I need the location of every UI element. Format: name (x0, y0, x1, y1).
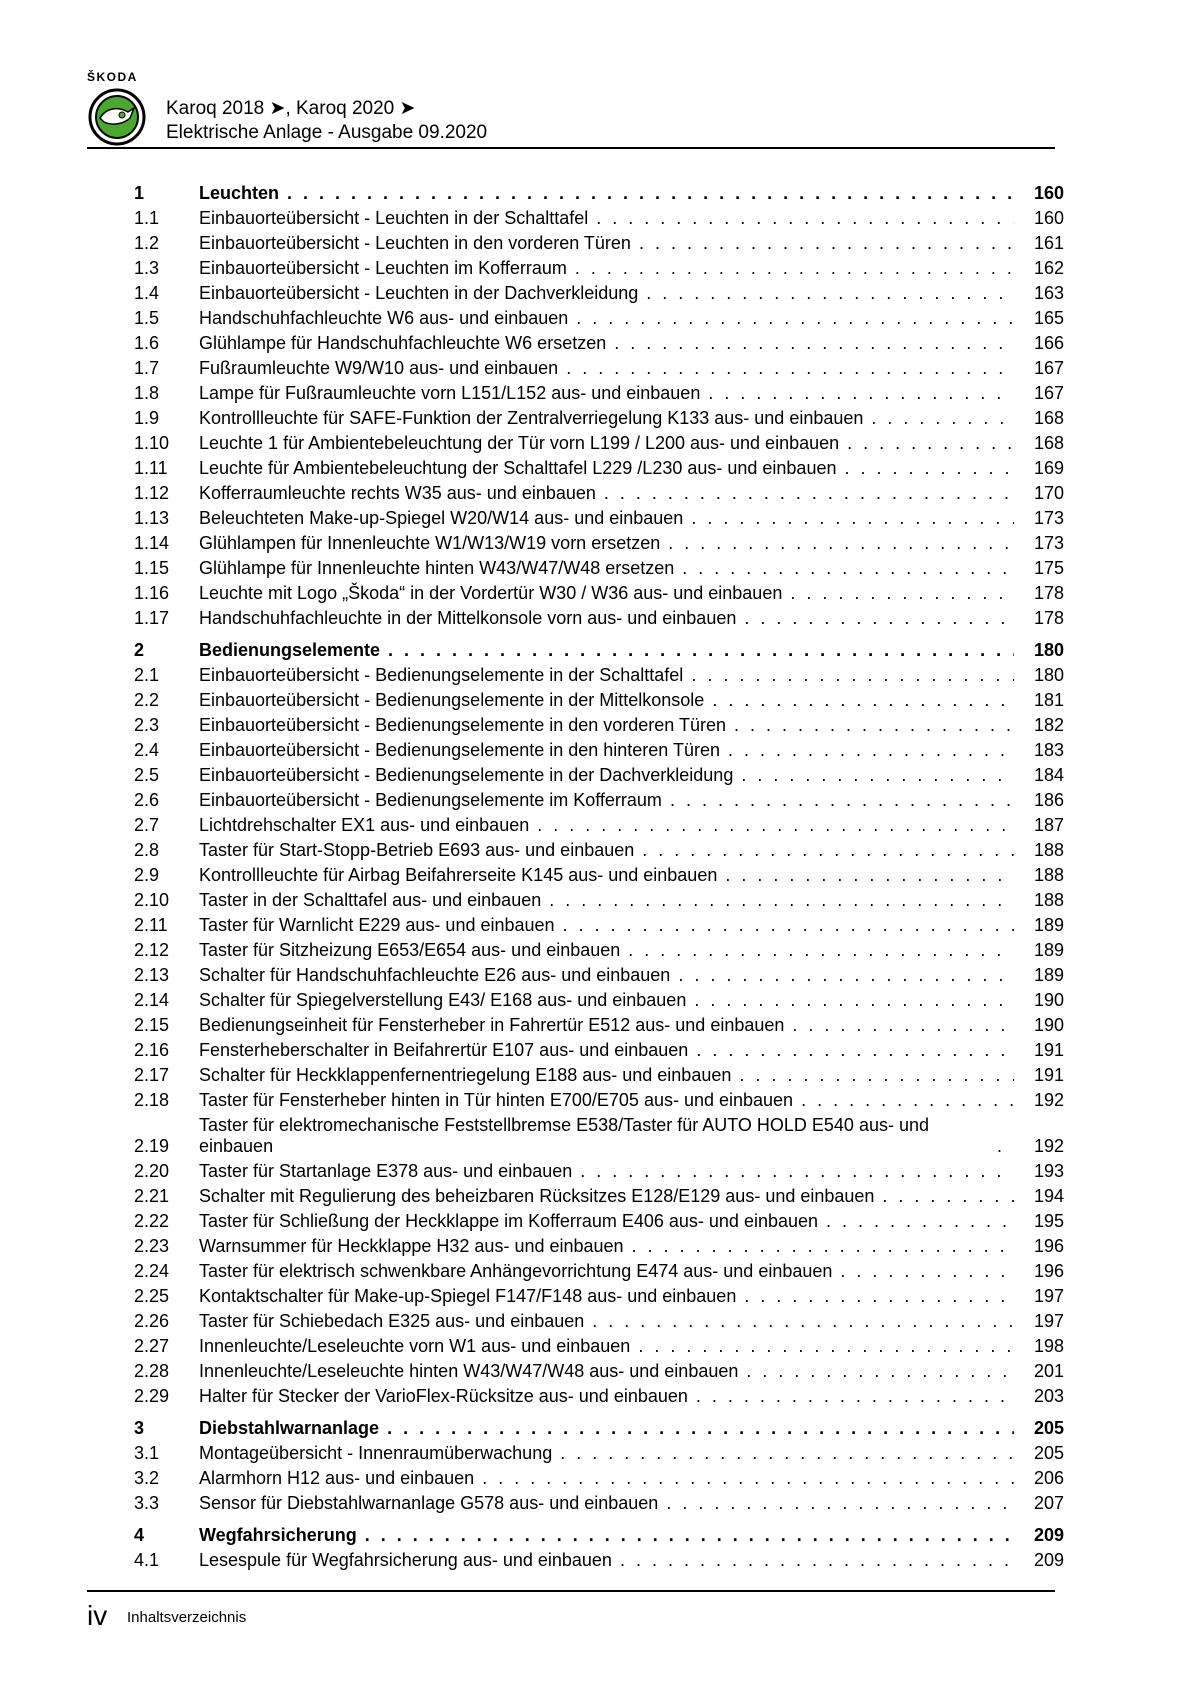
document-title: Karoq 2018 ➤, Karoq 2020 ➤ (166, 98, 416, 119)
toc-entry-title: Einbauorteübersicht - Leuchten in der Dachverkleidung (199, 283, 639, 303)
toc-entry-page: 205 (1033, 1443, 1064, 1463)
toc-entry-number: 1.17 (134, 608, 170, 628)
toc-entry-page: 180 (1033, 665, 1064, 685)
toc-leader-dots (628, 940, 1014, 961)
toc-leader-dots (387, 1418, 1014, 1439)
toc-entry-number: 2.5 (134, 765, 160, 785)
toc-leader-dots (576, 308, 1014, 329)
toc-leader-dots (537, 815, 1014, 836)
toc-entry-number: 2.2 (134, 690, 160, 710)
toc-entry-number: 4 (134, 1525, 145, 1545)
toc-entry-title: Lesespule für Wegfahrsicherung aus- und einbauen (199, 1550, 612, 1570)
toc-entry-title: Diebstahlwarnanlage (199, 1418, 380, 1438)
skoda-logo-icon (88, 88, 146, 146)
toc-entry[interactable] (134, 961, 1064, 986)
toc-entry-page: 187 (1033, 815, 1064, 835)
toc-entry[interactable] (134, 1332, 1064, 1357)
toc-entry[interactable] (134, 1086, 1064, 1111)
toc-entry-number: 2.3 (134, 715, 160, 735)
footer-page-number: iv (87, 1600, 108, 1631)
toc-entry-number: 3.3 (134, 1493, 160, 1513)
toc-entry-title: Leuchten (199, 183, 280, 203)
toc-leader-dots (696, 1040, 1014, 1061)
toc-leader-dots (388, 640, 1014, 661)
toc-entry-number: 2.28 (134, 1361, 170, 1381)
toc-entry-page: 205 (1033, 1418, 1064, 1438)
toc-entry-title: Taster für elektromechanische Feststellbremse E538/Taster für AUTO HOLD E540 aus- und einbauen (199, 1115, 929, 1156)
toc-entry-page: 206 (1033, 1468, 1064, 1488)
toc-entry[interactable] (134, 379, 1064, 404)
toc-entry-page: 167 (1033, 358, 1064, 378)
toc-entry[interactable] (134, 861, 1064, 886)
toc-leader-dots (871, 408, 1014, 429)
toc-entry-title: Fußraumleuchte W9/W10 aus- und einbauen (199, 358, 559, 378)
toc-entry[interactable] (134, 986, 1064, 1011)
toc-entry-title: Taster für Schließung der Heckklappe im Kofferraum E406 aus- und einbauen (199, 1211, 819, 1231)
toc-entry-title: Handschuhfachleuchte W6 aus- und einbauen (199, 308, 569, 328)
toc-entry-number: 1.5 (134, 308, 160, 328)
toc-entry-title: Leuchte 1 für Ambientebeleuchtung der Tür vorn L199 / L200 aus- und einbauen (199, 433, 840, 453)
toc-leader-dots (844, 458, 1014, 479)
toc-entry-number: 1.3 (134, 258, 160, 278)
footer-rule (87, 1590, 1055, 1592)
toc-entry-page: 178 (1033, 583, 1064, 603)
toc-entry-title: Einbauorteübersicht - Bedienungselemente in den hinteren Türen (199, 740, 721, 760)
toc-entry-title: Taster für elektrisch schwenkbare Anhängevorrichtung E474 aus- und einbauen (199, 1261, 833, 1281)
toc-entry-title: Taster in der Schalttafel aus- und einbauen (199, 890, 542, 910)
toc-entry-page: 188 (1033, 890, 1064, 910)
toc-entry-title: Schalter für Handschuhfachleuchte E26 aus- und einbauen (199, 965, 671, 985)
toc-entry[interactable] (134, 1061, 1064, 1086)
toc-leader-dots (694, 990, 1014, 1011)
toc-entry[interactable] (134, 229, 1064, 254)
toc-entry[interactable] (134, 429, 1064, 454)
toc-entry-page: 197 (1033, 1311, 1064, 1331)
toc-entry[interactable] (134, 604, 1064, 629)
toc-entry[interactable] (134, 279, 1064, 304)
toc-entry-number: 2.1 (134, 665, 160, 685)
toc-entry-number: 1.7 (134, 358, 160, 378)
toc-entry-number: 3.1 (134, 1443, 160, 1463)
toc-entry-number: 2.15 (134, 1015, 170, 1035)
toc-entry[interactable] (134, 579, 1064, 604)
toc-entry-page: 207 (1033, 1493, 1064, 1513)
toc-leader-dots (560, 1443, 1014, 1464)
toc-entry-page: 175 (1033, 558, 1064, 578)
toc-chapter-entry[interactable] (134, 629, 1064, 661)
footer-section-title: Inhaltsverzeichnis (127, 1609, 247, 1626)
toc-entry-page: 196 (1033, 1261, 1064, 1281)
toc-entry-page: 173 (1033, 533, 1064, 553)
toc-entry-number: 2.29 (134, 1386, 170, 1406)
toc-entry[interactable] (134, 479, 1064, 504)
toc-chapter-entry[interactable] (134, 1514, 1064, 1546)
toc-entry[interactable] (134, 454, 1064, 479)
toc-entry-number: 2.4 (134, 740, 160, 760)
toc-leader-dots (691, 665, 1014, 686)
toc-entry-number: 2.27 (134, 1336, 170, 1356)
toc-entry-title: Alarmhorn H12 aus- und einbauen (199, 1468, 475, 1488)
toc-entry-page: 189 (1033, 940, 1064, 960)
toc-entry[interactable] (134, 304, 1064, 329)
toc-leader-dots (712, 690, 1014, 711)
toc-entry-number: 1.10 (134, 433, 170, 453)
toc-entry-title: Einbauorteübersicht - Bedienungselemente in der Mittelkonsole (199, 690, 705, 710)
toc-leader-dots (744, 1286, 1014, 1307)
toc-entry-number: 2.21 (134, 1186, 170, 1206)
toc-entry-number: 1.14 (134, 533, 170, 553)
toc-entry[interactable] (134, 1207, 1064, 1232)
toc-entry-page: 198 (1033, 1336, 1064, 1356)
toc-entry-number: 1.9 (134, 408, 160, 428)
toc-entry-page: 203 (1033, 1386, 1064, 1406)
toc-entry-number: 2.14 (134, 990, 170, 1010)
toc-leader-dots (482, 1468, 1014, 1489)
toc-entry-number: 2.25 (134, 1286, 170, 1306)
toc-entry-page: 168 (1033, 408, 1064, 428)
toc-entry-title: Einbauorteübersicht - Bedienungselemente in der Schalttafel (199, 665, 684, 685)
toc-entry-page: 191 (1033, 1040, 1064, 1060)
toc-leader-dots (682, 558, 1014, 579)
toc-leader-dots (646, 283, 1014, 304)
toc-entry-page: 183 (1033, 740, 1064, 760)
header-rule (87, 147, 1055, 149)
toc-leader-dots (725, 865, 1014, 886)
toc-entry[interactable] (134, 529, 1064, 554)
toc-chapter-entry[interactable] (134, 172, 1064, 204)
toc-entry-page: 180 (1033, 640, 1064, 660)
toc-entry-page: 170 (1033, 483, 1064, 503)
toc-entry-page: 160 (1033, 208, 1064, 228)
toc-entry-page: 165 (1033, 308, 1064, 328)
toc-entry-number: 2.18 (134, 1090, 170, 1110)
toc-entry[interactable] (134, 1357, 1064, 1382)
toc-entry-title: Glühlampe für Innenleuchte hinten W43/W47/W48 ersetzen (199, 558, 675, 578)
toc-entry-number: 2.16 (134, 1040, 170, 1060)
toc-entry-page: 168 (1033, 433, 1064, 453)
toc-entry-number: 1.15 (134, 558, 170, 578)
toc-entry-title: Warnsummer für Heckklappe H32 aus- und einbauen (199, 1236, 624, 1256)
toc-leader-dots (668, 533, 1014, 554)
toc-entry-title: Kontaktschalter für Make-up-Spiegel F147/F148 aus- und einbauen (199, 1286, 737, 1306)
toc-entry[interactable] (134, 836, 1064, 861)
toc-leader-dots (708, 383, 1014, 404)
toc-entry-number: 2.22 (134, 1211, 170, 1231)
toc-entry[interactable] (134, 711, 1064, 736)
toc-leader-dots (826, 1211, 1014, 1232)
toc-leader-dots (614, 333, 1014, 354)
table-of-contents (134, 172, 1064, 1571)
toc-leader-dots (734, 715, 1014, 736)
toc-entry-page: 182 (1033, 715, 1064, 735)
toc-entry[interactable] (134, 686, 1064, 711)
toc-entry-title: Sensor für Diebstahlwarnanlage G578 aus- und einbauen (199, 1493, 659, 1513)
toc-entry[interactable] (134, 1011, 1064, 1036)
toc-entry-number: 2.13 (134, 965, 170, 985)
toc-entry-number: 1.4 (134, 283, 160, 303)
toc-entry[interactable] (134, 1182, 1064, 1207)
toc-entry-number: 1 (134, 183, 145, 203)
toc-entry-number: 2.7 (134, 815, 160, 835)
toc-entry-title: Einbauorteübersicht - Bedienungselemente in den vorderen Türen (199, 715, 727, 735)
toc-leader-dots (741, 765, 1014, 786)
toc-chapter-entry[interactable] (134, 1407, 1064, 1439)
toc-entry-title: Innenleuchte/Leseleuchte hinten W43/W47/W48 aus- und einbauen (199, 1361, 739, 1381)
toc-leader-dots (365, 1525, 1014, 1546)
toc-entry-title: Kofferraumleuchte rechts W35 aus- und einbauen (199, 483, 596, 503)
toc-leader-dots (790, 583, 1014, 604)
toc-entry-number: 2.23 (134, 1236, 170, 1256)
toc-entry[interactable] (134, 1111, 1064, 1157)
toc-leader-dots (678, 965, 1014, 986)
toc-entry-title: Kontrollleuchte für Airbag Beifahrerseite K145 aus- und einbauen (199, 865, 718, 885)
toc-leader-dots (596, 208, 1014, 229)
toc-entry-page: 191 (1033, 1065, 1064, 1085)
toc-entry[interactable] (134, 1036, 1064, 1061)
toc-entry[interactable] (134, 1489, 1064, 1514)
toc-entry-title: Taster für Schiebedach E325 aus- und einbauen (199, 1311, 585, 1331)
toc-entry-page: 192 (1033, 1136, 1064, 1156)
toc-entry-title: Handschuhfachleuchte in der Mittelkonsole vorn aus- und einbauen (199, 608, 737, 628)
toc-entry-title: Wegfahrsicherung (199, 1525, 357, 1545)
toc-entry[interactable] (134, 911, 1064, 936)
toc-entry-number: 1.12 (134, 483, 170, 503)
toc-entry[interactable] (134, 1157, 1064, 1182)
toc-entry-page: 161 (1033, 233, 1064, 253)
toc-entry-number: 4.1 (134, 1550, 160, 1570)
toc-entry[interactable] (134, 661, 1064, 686)
toc-leader-dots (580, 1161, 1014, 1182)
toc-entry[interactable] (134, 1546, 1064, 1571)
toc-entry[interactable] (134, 254, 1064, 279)
toc-leader-dots (575, 258, 1014, 279)
toc-entry[interactable] (134, 761, 1064, 786)
toc-leader-dots (670, 790, 1014, 811)
toc-entry-title: Einbauorteübersicht - Bedienungselemente in der Dachverkleidung (199, 765, 734, 785)
toc-leader-dots (792, 1015, 1014, 1036)
toc-leader-dots (549, 890, 1014, 911)
toc-entry-number: 1.16 (134, 583, 170, 603)
toc-entry-page: 209 (1033, 1550, 1064, 1570)
toc-leader-dots (847, 433, 1014, 454)
toc-entry-title: Taster für Start-Stopp-Betrieb E693 aus- und einbauen (199, 840, 635, 860)
toc-entry-page: 181 (1033, 690, 1064, 710)
toc-entry-page: 167 (1033, 383, 1064, 403)
toc-entry-page: 209 (1033, 1525, 1064, 1545)
toc-leader-dots (744, 608, 1014, 629)
toc-entry[interactable] (134, 504, 1064, 529)
toc-entry-title: Innenleuchte/Leseleuchte vorn W1 aus- und einbauen (199, 1336, 631, 1356)
toc-entry-title: Schalter mit Regulierung des beheizbaren Rücksitzes E128/E129 aus- und einbauen (199, 1186, 875, 1206)
toc-entry-title: Glühlampen für Innenleuchte W1/W13/W19 vorn ersetzen (199, 533, 661, 553)
toc-entry-number: 2.8 (134, 840, 160, 860)
toc-entry-page: 189 (1033, 965, 1064, 985)
toc-entry-title: Fensterheberschalter in Beifahrertür E107 aus- und einbauen (199, 1040, 689, 1060)
toc-entry-page: 201 (1033, 1361, 1064, 1381)
toc-entry[interactable] (134, 329, 1064, 354)
toc-entry-number: 3 (134, 1418, 145, 1438)
toc-entry[interactable] (134, 1464, 1064, 1489)
toc-entry-title: Einbauorteübersicht - Leuchten in den vorderen Türen (199, 233, 631, 253)
toc-entry-number: 2.11 (134, 915, 168, 935)
toc-entry[interactable] (134, 554, 1064, 579)
toc-entry-title: Bedienungselemente (199, 640, 381, 660)
toc-entry-number: 1.13 (134, 508, 170, 528)
toc-entry-number: 2.26 (134, 1311, 170, 1331)
toc-entry-page: 194 (1033, 1186, 1064, 1206)
toc-entry-number: 1.1 (134, 208, 160, 228)
toc-entry[interactable] (134, 886, 1064, 911)
toc-entry-title: Taster für Warnlicht E229 aus- und einbauen (199, 915, 555, 935)
toc-entry-title: Glühlampe für Handschuhfachleuchte W6 ersetzen (199, 333, 607, 353)
toc-entry[interactable] (134, 354, 1064, 379)
toc-leader-dots (592, 1311, 1014, 1332)
toc-entry-title: Beleuchteten Make-up-Spiegel W20/W14 aus- und einbauen (199, 508, 684, 528)
toc-entry-title: Kontrollleuchte für SAFE-Funktion der Zentralverriegelung K133 aus- und einbauen (199, 408, 864, 428)
toc-entry-title: Einbauorteübersicht - Leuchten in der Schalttafel (199, 208, 589, 228)
toc-entry-title: Leuchte mit Logo „Škoda“ in der Vordertür W30 / W36 aus- und einbauen (199, 583, 783, 603)
toc-entry-number: 2.10 (134, 890, 170, 910)
toc-entry-title: Lampe für Fußraumleuchte vorn L151/L152 aus- und einbauen (199, 383, 701, 403)
toc-entry-number: 1.6 (134, 333, 160, 353)
toc-entry-page: 184 (1033, 765, 1064, 785)
toc-leader-dots (882, 1186, 1014, 1207)
toc-leader-dots (604, 483, 1014, 504)
toc-entry-title: Einbauorteübersicht - Bedienungselemente im Kofferraum (199, 790, 662, 810)
toc-leader-dots (287, 183, 1014, 204)
toc-entry-number: 2.9 (134, 865, 160, 885)
toc-entry[interactable] (134, 1382, 1064, 1407)
toc-leader-dots (666, 1493, 1014, 1514)
toc-leader-dots (746, 1361, 1014, 1382)
toc-entry-page: 173 (1033, 508, 1064, 528)
toc-entry[interactable] (134, 811, 1064, 836)
toc-entry-title: Leuchte für Ambientebeleuchtung der Schalttafel L229 /L230 aus- und einbauen (199, 458, 837, 478)
toc-entry-number: 2.24 (134, 1261, 170, 1281)
toc-leader-dots (638, 1336, 1014, 1357)
toc-entry[interactable] (134, 1282, 1064, 1307)
toc-leader-dots (840, 1261, 1014, 1282)
toc-leader-dots (566, 358, 1014, 379)
toc-entry-number: 3.2 (134, 1468, 160, 1488)
toc-entry-number: 1.8 (134, 383, 160, 403)
toc-entry-title: Taster für Fensterheber hinten in Tür hinten E700/E705 aus- und einbauen (199, 1090, 794, 1110)
toc-leader-dots (642, 840, 1014, 861)
toc-entry-number: 2.20 (134, 1161, 170, 1181)
toc-entry[interactable] (134, 404, 1064, 429)
toc-entry[interactable] (134, 736, 1064, 761)
toc-entry-page: 189 (1033, 915, 1064, 935)
toc-entry-page: 160 (1033, 183, 1064, 203)
toc-entry-page: 166 (1033, 333, 1064, 353)
toc-entry-title: Einbauorteübersicht - Leuchten im Kofferraum (199, 258, 567, 278)
toc-leader-dots (801, 1090, 1014, 1111)
toc-entry-title: Schalter für Spiegelverstellung E43/ E168 aus- und einbauen (199, 990, 687, 1010)
toc-leader-dots (739, 1065, 1014, 1086)
toc-entry-number: 2.17 (134, 1065, 170, 1085)
toc-entry-page: 197 (1033, 1286, 1064, 1306)
toc-entry-page: 169 (1033, 458, 1064, 478)
toc-leader-dots (639, 233, 1014, 254)
toc-entry-page: 178 (1033, 608, 1064, 628)
toc-entry-page: 195 (1033, 1211, 1064, 1231)
toc-entry-page: 186 (1033, 790, 1064, 810)
toc-leader-dots (728, 740, 1014, 761)
toc-entry-number: 1.11 (134, 458, 168, 478)
toc-leader-dots (696, 1386, 1014, 1407)
toc-entry[interactable] (134, 786, 1064, 811)
toc-leader-dots (997, 1136, 1014, 1157)
toc-entry-title: Taster für Startanlage E378 aus- und einbauen (199, 1161, 573, 1181)
toc-entry-page: 190 (1033, 1015, 1064, 1035)
toc-entry-title: Montageübersicht - Innenraumüberwachung (199, 1443, 553, 1463)
toc-entry-number: 2.19 (134, 1136, 170, 1156)
toc-entry-page: 163 (1033, 283, 1064, 303)
toc-entry-number: 1.2 (134, 233, 160, 253)
toc-entry-title: Schalter für Heckklappenfernentriegelung E188 aus- und einbauen (199, 1065, 732, 1085)
brand-name: ŠKODA (87, 70, 138, 84)
toc-entry-title: Lichtdrehschalter EX1 aus- und einbauen (199, 815, 530, 835)
toc-leader-dots (563, 915, 1014, 936)
toc-entry-page: 190 (1033, 990, 1064, 1010)
toc-entry-page: 196 (1033, 1236, 1064, 1256)
toc-entry-number: 2.12 (134, 940, 170, 960)
toc-entry-number: 2.6 (134, 790, 160, 810)
toc-entry-title: Bedienungseinheit für Fensterheber in Fahrertür E512 aus- und einbauen (199, 1015, 785, 1035)
toc-entry[interactable] (134, 1307, 1064, 1332)
toc-leader-dots (691, 508, 1014, 529)
toc-entry[interactable] (134, 936, 1064, 961)
document-subtitle: Elektrische Anlage - Ausgabe 09.2020 (166, 122, 488, 143)
toc-leader-dots (632, 1236, 1014, 1257)
toc-entry-number: 2 (134, 640, 145, 660)
toc-entry-title: Halter für Stecker der VarioFlex-Rücksitze aus- und einbauen (199, 1386, 688, 1406)
toc-entry-page: 193 (1033, 1161, 1064, 1181)
toc-entry[interactable] (134, 204, 1064, 229)
toc-entry-page: 162 (1033, 258, 1064, 278)
toc-entry-title: Taster für Sitzheizung E653/E654 aus- und einbauen (199, 940, 621, 960)
toc-entry-page: 188 (1033, 840, 1064, 860)
toc-entry-page: 192 (1033, 1090, 1064, 1110)
toc-entry[interactable] (134, 1232, 1064, 1257)
toc-entry-page: 188 (1033, 865, 1064, 885)
toc-entry[interactable] (134, 1439, 1064, 1464)
toc-entry[interactable] (134, 1257, 1064, 1282)
toc-leader-dots (620, 1550, 1014, 1571)
